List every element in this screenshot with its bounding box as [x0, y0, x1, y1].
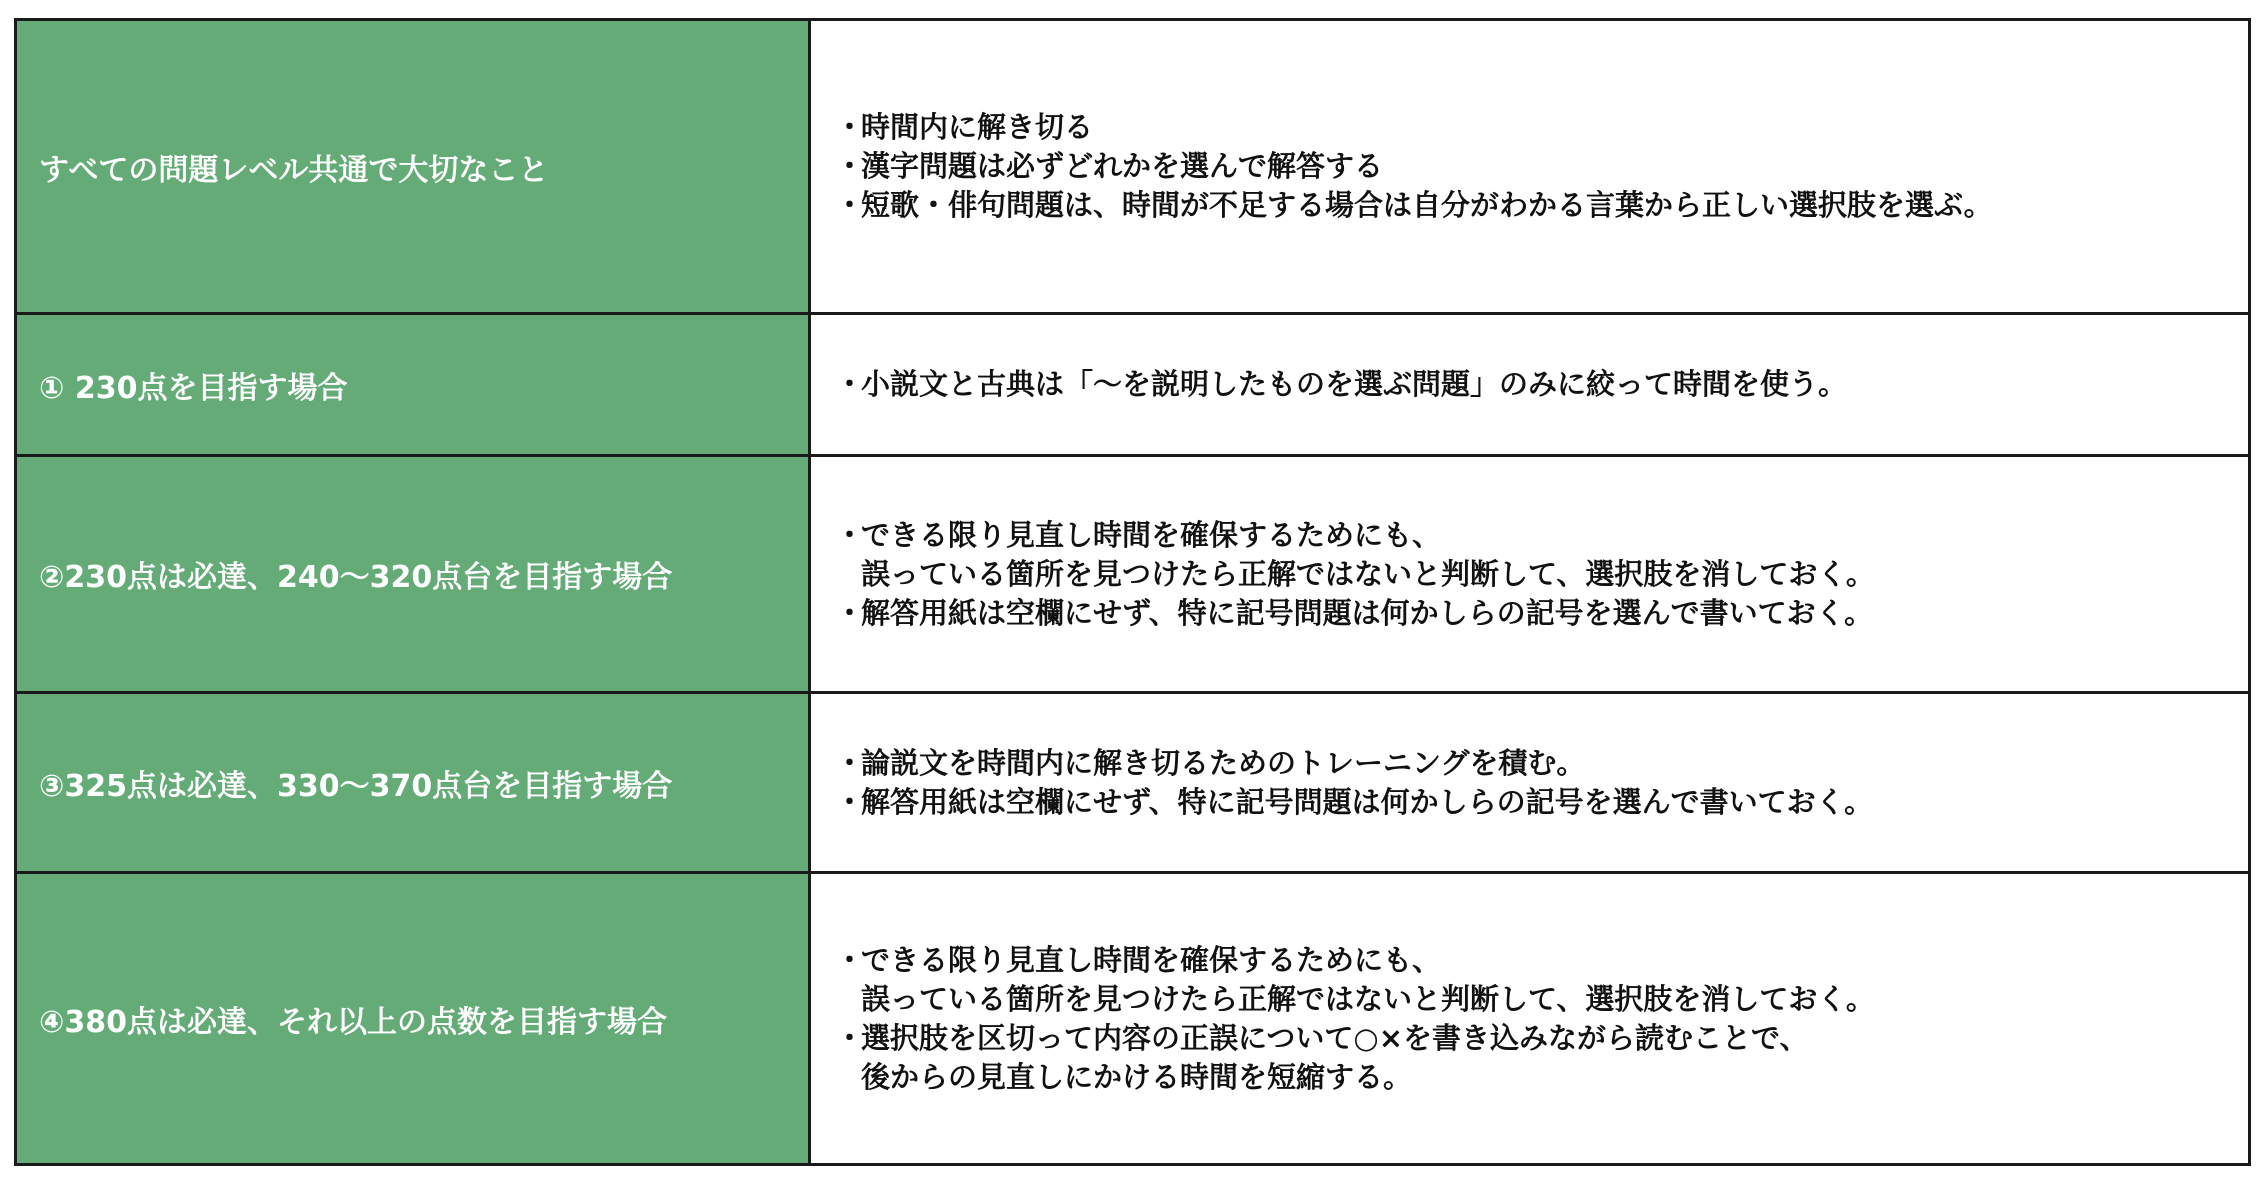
strategy-table [14, 18, 2251, 1166]
list-item [835, 365, 2248, 404]
bullet-mark: ・ [835, 942, 865, 977]
bullet-mark: ・ [835, 1020, 865, 1055]
bullet-text: 時間内に解き切る [861, 110, 1094, 144]
bullet-text: 漢字問題は必ずどれかを選んで解答する [861, 149, 1384, 183]
list-item [835, 186, 2248, 225]
bullet-mark: ・ [835, 745, 865, 780]
bullet-text: できる限り見直し時間を確保するためにも、 [861, 517, 1442, 552]
table-row-330-370 [16, 693, 2250, 873]
bullet-mark: ・ [835, 517, 865, 552]
bullet-text: 小説文と古典は「〜を説明したものを選ぶ問題」のみに絞って時間を使う。 [861, 367, 1848, 401]
row-label: ① 230点を目指す場合 [16, 314, 810, 456]
bullet-mark: ・ [835, 784, 865, 819]
bullet-text: 論説文を時間内に解き切るためのトレーニングを積む。 [861, 745, 1586, 780]
list-item [835, 594, 2248, 633]
list-item [835, 516, 2248, 594]
row-content [810, 873, 2250, 1165]
bullet-list [835, 108, 2248, 225]
row-content [810, 20, 2250, 314]
bullet-list [835, 941, 2248, 1097]
table-body [16, 20, 2250, 1165]
list-item [835, 1019, 2248, 1097]
list-item [835, 108, 2248, 147]
table-row-230 [16, 314, 2250, 456]
bullet-list [835, 365, 2248, 404]
table-row-240-320 [16, 456, 2250, 693]
table-row-common [16, 20, 2250, 314]
bullet-text: 解答用紙は空欄にせず、特に記号問題は何かしらの記号を選んで書いておく。 [861, 784, 1874, 819]
row-label: ③325点は必達、330〜370点台を目指す場合 [16, 693, 810, 873]
row-content [810, 456, 2250, 693]
table-row-380 [16, 873, 2250, 1165]
bullet-mark: ・ [835, 188, 865, 222]
bullet-text: 短歌・俳句問題は、時間が不足する場合は自分がわかる言葉から正しい選択肢を選ぶ。 [861, 188, 1993, 222]
row-label: すべての問題レベル共通で大切なこと [16, 20, 810, 314]
bullet-text: 解答用紙は空欄にせず、特に記号問題は何かしらの記号を選んで書いておく。 [861, 595, 1874, 630]
list-item [835, 147, 2248, 186]
list-item [835, 783, 2248, 822]
bullet-text: 誤っている箇所を見つけたら正解ではないと判断して、選択肢を消しておく。 [861, 556, 1875, 591]
bullet-text: できる限り見直し時間を確保するためにも、 [861, 942, 1442, 977]
bullet-text: 誤っている箇所を見つけたら正解ではないと判断して、選択肢を消しておく。 [861, 981, 1875, 1016]
bullet-mark: ・ [835, 110, 865, 144]
bullet-mark: ・ [835, 595, 865, 630]
row-label: ②230点は必達、240〜320点台を目指す場合 [16, 456, 810, 693]
bullet-list [835, 744, 2248, 822]
bullet-mark: ・ [835, 367, 865, 401]
bullet-text: 選択肢を区切って内容の正誤について○×を書き込みながら読むことで、 [861, 1020, 1809, 1055]
list-item [835, 941, 2248, 1019]
row-content [810, 314, 2250, 456]
bullet-mark: ・ [835, 149, 865, 183]
list-item [835, 744, 2248, 783]
bullet-text: 後からの見直しにかける時間を短縮する。 [861, 1059, 1413, 1094]
row-content [810, 693, 2250, 873]
row-label: ④380点は必達、それ以上の点数を目指す場合 [16, 873, 810, 1165]
bullet-list [835, 516, 2248, 633]
